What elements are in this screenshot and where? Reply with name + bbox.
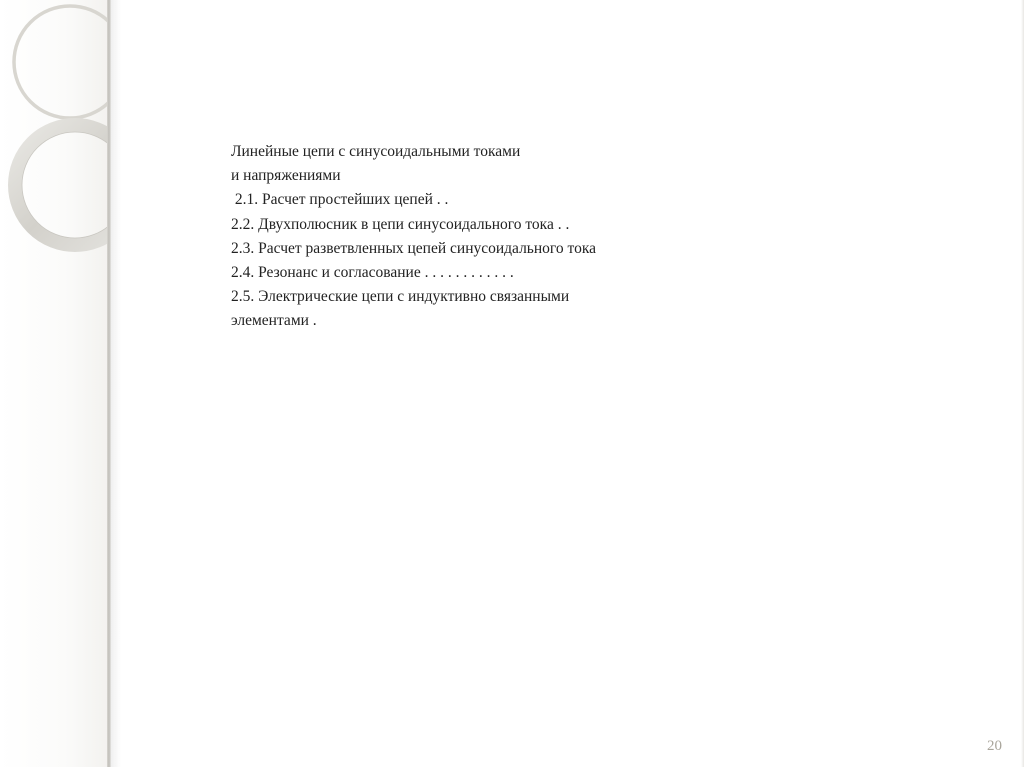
- divider-shadow: [111, 0, 121, 767]
- title-line-continued: и напряжениями: [231, 167, 341, 185]
- slide-content: [231, 140, 831, 334]
- lower-ring: [15, 125, 108, 245]
- decorative-rings: [0, 0, 108, 767]
- section-2-2: 2.2. Двухполюсник в цепи синусоидального тока . .: [231, 215, 570, 233]
- title-line: Линейные цепи с синусоидальными токами: [231, 143, 521, 160]
- section-2-5-continued: элементами .: [231, 312, 317, 330]
- section-2-5: 2.5. Электрические цепи с индуктивно связанными: [231, 288, 570, 306]
- page-number: 20: [987, 738, 1002, 754]
- section-2-4: 2.4. Резонанс и согласование . . . . . . . . . . . .: [231, 264, 514, 282]
- upper-ring: [14, 6, 108, 118]
- section-2-3: 2.3. Расчет разветвленных цепей синусоидального тока: [231, 239, 597, 257]
- section-2-1: 2.1. Расчет простейших цепей . .: [231, 191, 449, 209]
